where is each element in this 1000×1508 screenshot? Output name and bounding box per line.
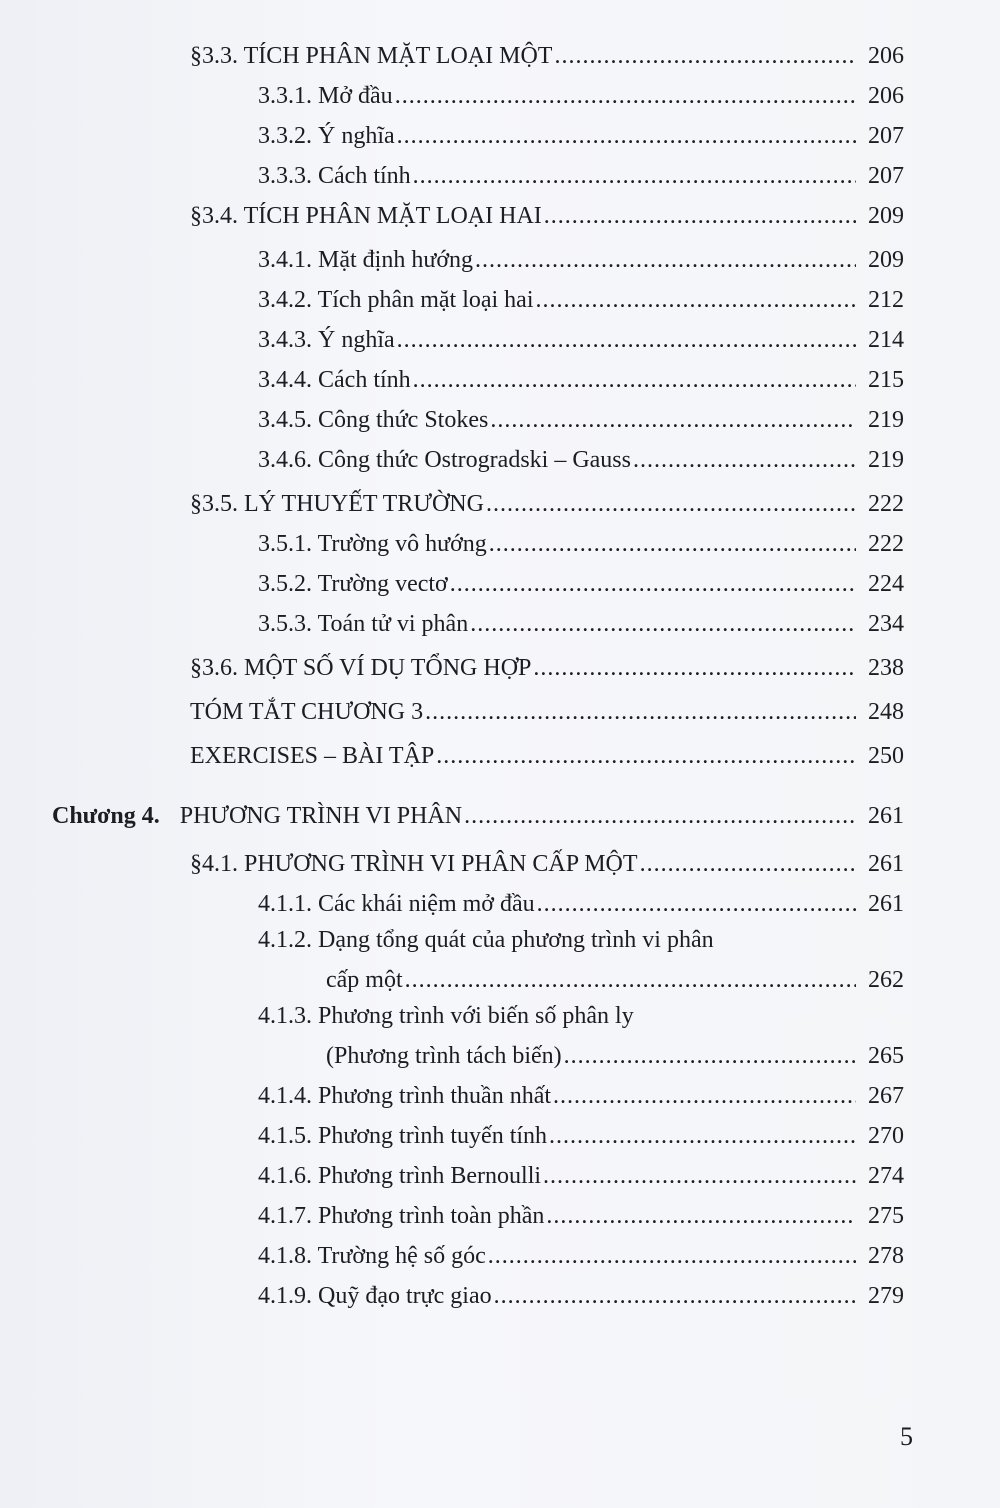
toc-entry[interactable]: [258, 1156, 904, 1196]
toc-entry[interactable]: [258, 564, 904, 604]
toc-entry-title: 4.1.6. Phương trình Bernoulli: [258, 1163, 542, 1189]
toc-entry-title: 4.1.8. Trường hệ số góc: [258, 1243, 486, 1269]
toc-entry[interactable]: [190, 36, 904, 76]
toc-entry-title: 3.4.6. Công thức Ostrogradski – Gauss: [258, 447, 631, 473]
toc-entry-title: §3.4. TÍCH PHÂN MẶT LOẠI HAI: [190, 203, 542, 229]
toc-entry-title: 3.4.1. Mặt định hướng: [258, 247, 474, 273]
toc-entry-title: (Phương trình tách biến): [326, 1043, 562, 1069]
dot-leader: [405, 960, 856, 1000]
toc-entry-page: 207: [868, 163, 904, 189]
toc-entry-title: EXERCISES – BÀI TẬP: [190, 743, 435, 769]
toc-entry-page: 234: [868, 611, 904, 637]
toc-entry-title: §3.6. MỘT SỐ VÍ DỤ TỔNG HỢP: [190, 655, 532, 681]
dot-leader: [450, 564, 856, 604]
toc-entry-title: 3.3.1. Mở đầu: [258, 83, 393, 109]
dot-leader: [553, 1076, 856, 1116]
dot-leader: [436, 736, 856, 776]
toc-entry-title: 3.4.5. Công thức Stokes: [258, 407, 489, 433]
dot-leader: [549, 1116, 856, 1156]
toc-entry-page: 278: [868, 1243, 904, 1269]
toc-entry[interactable]: [190, 484, 904, 524]
dot-leader: [490, 400, 856, 440]
toc-entry[interactable]: [190, 844, 904, 884]
toc-entry-page: 261: [868, 891, 904, 917]
toc-entry-page: 222: [868, 491, 904, 517]
toc-entry[interactable]: [326, 1036, 904, 1076]
toc-entry-page: 279: [868, 1283, 904, 1309]
toc-entry[interactable]: [258, 360, 904, 400]
chapter-number: Chương 4.: [52, 803, 160, 829]
toc-entry-title: 3.4.4. Cách tính: [258, 367, 411, 393]
toc-entry-title: 3.5.2. Trường vectơ: [258, 571, 448, 597]
toc-entry-page: 250: [868, 743, 904, 769]
toc-entry-title: §3.5. LÝ THUYẾT TRƯỜNG: [190, 491, 484, 517]
toc-entry[interactable]: [258, 320, 904, 360]
toc-entry-title: 3.5.3. Toán tử vi phân: [258, 611, 469, 637]
toc-entry-title: 3.4.3. Ý nghĩa: [258, 327, 395, 353]
dot-leader: [470, 604, 856, 644]
dot-leader: [397, 320, 856, 360]
toc-entry-title: 4.1.4. Phương trình thuần nhất: [258, 1083, 552, 1109]
toc-entry-page: 215: [868, 367, 904, 393]
toc-entry-title: 3.5.1. Trường vô hướng: [258, 531, 487, 557]
dot-leader: [397, 116, 856, 156]
toc-entry[interactable]: [258, 1236, 904, 1276]
toc-entry-page: 261: [868, 803, 904, 829]
toc-entry[interactable]: [258, 116, 904, 156]
dot-leader: [475, 240, 856, 280]
dot-leader: [533, 648, 856, 688]
dot-leader: [536, 280, 857, 320]
dot-leader: [395, 76, 856, 116]
dot-leader: [640, 844, 856, 884]
toc-entry-page: 219: [868, 447, 904, 473]
toc-entry[interactable]: [258, 440, 904, 480]
toc-entry[interactable]: [190, 736, 904, 776]
toc-entry[interactable]: [258, 1276, 904, 1316]
toc-entry[interactable]: [258, 524, 904, 564]
toc-entry[interactable]: [258, 240, 904, 280]
toc-entry[interactable]: [258, 1116, 904, 1156]
toc-entry[interactable]: [326, 960, 904, 1000]
toc-entry[interactable]: [52, 796, 904, 836]
toc-entry[interactable]: [258, 1076, 904, 1116]
toc-entry-page: 207: [868, 123, 904, 149]
toc-entry-page: 219: [868, 407, 904, 433]
page-number: 5: [900, 1422, 913, 1451]
dot-leader: [554, 36, 856, 76]
toc-entry-page: 224: [868, 571, 904, 597]
dot-leader: [494, 1276, 856, 1316]
toc-entry-page: 270: [868, 1123, 904, 1149]
dot-leader: [486, 484, 856, 524]
dot-leader: [544, 196, 856, 236]
toc-entry-page: 248: [868, 699, 904, 725]
toc-entry-title: 4.1.9. Quỹ đạo trực giao: [258, 1283, 492, 1309]
toc-entry-page: 261: [868, 851, 904, 877]
toc-entry-heading: 4.1.2. Dạng tổng quát của phương trình vi phân: [258, 927, 714, 953]
toc-entry-page: 209: [868, 203, 904, 229]
toc-entry-page: 222: [868, 531, 904, 557]
toc-entry[interactable]: [190, 196, 904, 236]
toc-entry-page: 262: [868, 967, 904, 993]
toc-entry[interactable]: [190, 648, 904, 688]
toc-entry[interactable]: [258, 280, 904, 320]
dot-leader: [537, 884, 856, 924]
toc-entry-page: 206: [868, 43, 904, 69]
toc-entry-heading: 4.1.3. Phương trình với biến số phân ly: [258, 1003, 634, 1029]
dot-leader: [464, 796, 856, 836]
toc-entry-title: 3.4.2. Tích phân mặt loại hai: [258, 287, 534, 313]
toc-entry-page: 206: [868, 83, 904, 109]
toc-entry[interactable]: [258, 400, 904, 440]
toc-entry-title: 4.1.1. Các khái niệm mở đầu: [258, 891, 535, 917]
dot-leader: [633, 440, 856, 480]
toc-entry-title: 4.1.5. Phương trình tuyến tính: [258, 1123, 548, 1149]
toc-entry[interactable]: [258, 604, 904, 644]
dot-leader: [413, 360, 856, 400]
toc-entry-title: TÓM TẮT CHƯƠNG 3: [190, 699, 424, 725]
dot-leader: [425, 692, 856, 732]
dot-leader: [564, 1036, 856, 1076]
toc-entry-title: §4.1. PHƯƠNG TRÌNH VI PHÂN CẤP MỘT: [190, 851, 638, 877]
toc-entry-title: cấp một: [326, 967, 403, 993]
toc-entry[interactable]: [190, 692, 904, 732]
toc-entry-page: 209: [868, 247, 904, 273]
dot-leader: [413, 156, 856, 196]
toc-entry-title: 3.3.2. Ý nghĩa: [258, 123, 395, 149]
toc-entry-title: 3.3.3. Cách tính: [258, 163, 411, 189]
toc-entry-page: 265: [868, 1043, 904, 1069]
toc-entry-page: 214: [868, 327, 904, 353]
toc-entry-page: 274: [868, 1163, 904, 1189]
toc-entry[interactable]: [258, 884, 904, 924]
toc-entry-page: 267: [868, 1083, 904, 1109]
toc-entry-page: 275: [868, 1203, 904, 1229]
toc-entry-title: PHƯƠNG TRÌNH VI PHÂN: [179, 803, 463, 829]
toc-entry[interactable]: [258, 1196, 904, 1236]
toc-entry-page: 212: [868, 287, 904, 313]
dot-leader: [546, 1196, 856, 1236]
toc-entry-title: §3.3. TÍCH PHÂN MẶT LOẠI MỘT: [190, 43, 553, 69]
dot-leader: [488, 1236, 856, 1276]
toc-entry[interactable]: [258, 156, 904, 196]
toc-entry-page: 238: [868, 655, 904, 681]
toc-entry-title: 4.1.7. Phương trình toàn phần: [258, 1203, 545, 1229]
toc-entry[interactable]: [258, 76, 904, 116]
dot-leader: [489, 524, 856, 564]
dot-leader: [543, 1156, 856, 1196]
